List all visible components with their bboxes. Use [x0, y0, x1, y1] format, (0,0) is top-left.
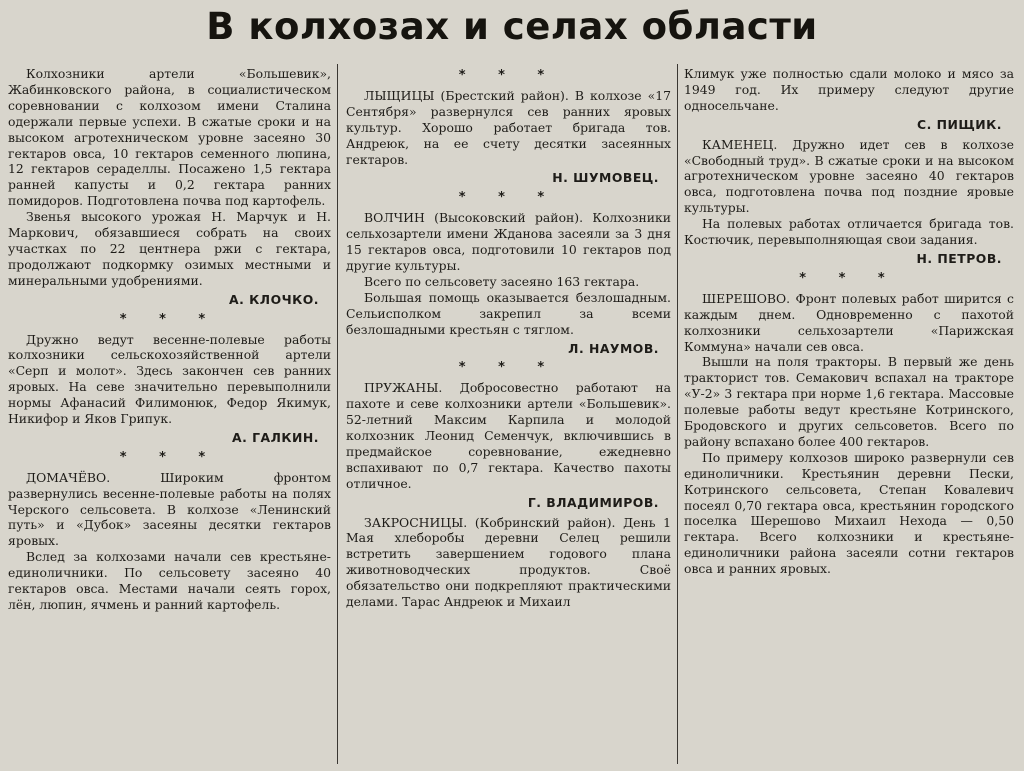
section-separator: * * *: [799, 270, 899, 286]
column-3: [684, 66, 1014, 766]
author-signature: Л. НАУМОВ.: [568, 340, 659, 356]
article-paragraph: По примеру колхозов широко развернули сев единоличники. Крестьянин деревни Пески, Котринского сельсовета, Степан Ковалевич посеял 0,70 гектара овса, крестьянин городского поселка Шерешово Михаил Нехода — 0,50 гектара. Всего колхозники и крестьяне-единоличники района засеяли сотни гектаров овса и ранних яровых.: [684, 449, 1014, 577]
place-name: ЗАКРОСНИЦЫ.: [364, 514, 468, 530]
article-paragraph: Климук уже полностью сдали молоко и мясо за 1949 год. Их примеру следуют другие односельчане.: [684, 66, 1014, 113]
place-name: ШЕРЕШОВО.: [702, 290, 791, 306]
article-paragraph: [346, 210, 671, 274]
column-rule: [337, 64, 338, 764]
article-paragraph: Всего по сельсовету засеяно 163 гектара.: [364, 273, 640, 289]
place-name: ВОЛЧИН: [364, 210, 425, 226]
paragraph-text: Дружно идет сев в колхозе «Свободный труд». В сжатые сроки и на высоком агротехническом уровне засеяно 40 гектаров овса, подготовлена почва под поздние яровые культуры.: [684, 136, 1014, 216]
column-2: [346, 66, 671, 766]
section-separator: * * *: [119, 311, 220, 327]
place-name: ЛЫЩИЦЫ: [364, 87, 435, 103]
section-separator: * * *: [458, 190, 559, 206]
paragraph-text: Широким фронтом развернулись весенне-полевые работы на полях Черского сельсовета. В колхозе «Ленинский путь» и «Дубок» засеяны десятки гектаров яровых.: [8, 469, 331, 549]
paragraph-text: (Высоковский район). Колхозники сельхозартели имени Жданова засеяли за 3 дня 15 гектаров овса, подготовили 10 гектаров под другие культуры.: [346, 210, 671, 273]
article-paragraph: Дружно ведут весенне-полевые работы колхозники сельскохозяйственной артели «Серп и молот». Здесь закончен сев ранних яровых. На севе значительно перевыполнили нормы Афанасий Филимонюк, Федор Якимук, Никифор и Яков Грипук.: [8, 331, 331, 427]
section-separator: * * *: [119, 449, 220, 465]
article-paragraph: Большая помощь оказывается безлошадным. Сельисполком закрепил за всеми безлошадными крестьян с тяглом.: [346, 289, 671, 337]
paragraph-text: (Кобринский район). День 1 Мая хлеборобы деревни Селец решили встретить завершением годового плана животноводческих продуктов. Своё обязательство они подкрепляют практическими делами. Тарас Андреюк и Михаил: [346, 514, 671, 610]
place-name: ДОМАЧЁВО.: [26, 469, 111, 485]
author-signature: С. ПИЩИК.: [917, 116, 1002, 132]
article-paragraph: Колхозники артели «Большевик», Жабинковского района, в социалистическом соревновании с колхозом имени Сталина одержали первые успехи. В сжатые сроки и на высоком агротехническом уровне засеяно 30 гектаров овса, 10 гектаров семенного люпина, 12 гектаров сераделлы. Посажено 1,5 гектара ранней капусты и 0,2 гектара ранних помидоров. Подготовлена почва под картофель.: [8, 66, 331, 209]
paragraph-text: Добросовестно работают на пахоте и севе колхозники артели «Большевик». 52-летний Максим Карпила и молодой колхозник Леонид Семенчук, включившись в предмайское соревнование, ежедневно вспахивают по 0,7 гектара. Качество пахоты отличное.: [346, 380, 671, 491]
article-paragraph: [346, 380, 671, 491]
article-paragraph: [346, 88, 671, 168]
place-name: КАМЕНЕЦ.: [702, 136, 778, 152]
section-separator: * * *: [458, 360, 559, 376]
author-signature: А. КЛОЧКО.: [229, 291, 319, 307]
author-signature: Г. ВЛАДИМИРОВ.: [527, 494, 659, 510]
paragraph-text: (Брестский район). В колхозе «17 Сентября» развернулся сев ранних яровых культур. Хорошо работает бригада тов. Андреюк, на ее счету десятки засеянных гектаров.: [346, 87, 671, 167]
article-paragraph: На полевых работах отличается бригада тов. Костючик, перевыполняющая свои задания.: [684, 216, 1014, 248]
article-paragraph: [684, 291, 1014, 355]
section-separator: * * *: [458, 68, 559, 83]
author-signature: Н. ШУМОВЕЦ.: [552, 170, 659, 186]
column-rule: [677, 64, 678, 764]
author-signature: А. ГАЛКИН.: [232, 429, 319, 445]
article-paragraph: [684, 137, 1014, 217]
article-paragraph: Вслед за колхозами начали сев крестьяне-единоличники. По сельсовету засеяно 40 гектаров овса. Местами начали сеять горох, лён, люпин, ячмень и ранний картофель.: [8, 549, 331, 612]
paragraph-text: Фронт полевых работ ширится с каждым днем. Одновременно с пахотой колхозники сельхозартели «Парижская Коммуна» начали сев овса.: [684, 290, 1014, 354]
article-paragraph: [8, 470, 331, 550]
article-paragraph: Звенья высокого урожая Н. Марчук и Н. Маркович, обязавшиеся собрать на своих участках по 22 центнера ржи с гектара, продолжают подкормку озимых местными и минеральными удобрениями.: [8, 209, 331, 288]
article-paragraph: [346, 515, 671, 610]
article-paragraph: Вышли на поля тракторы. В первый же день тракторист тов. Семакович вспахал на тракторе «У-2» 3 гектара при норме 1,6 гектара. Массовые полевые работы ведут крестьяне Котринского, Бродовского и других сельсоветов. Всего по району вспахано более 400 гектаров.: [684, 354, 1014, 449]
place-name: ПРУЖАНЫ.: [364, 380, 443, 396]
author-signature: Н. ПЕТРОВ.: [916, 250, 1002, 266]
headline: В колхозах и селах области: [206, 5, 818, 48]
column-1: [8, 66, 331, 766]
